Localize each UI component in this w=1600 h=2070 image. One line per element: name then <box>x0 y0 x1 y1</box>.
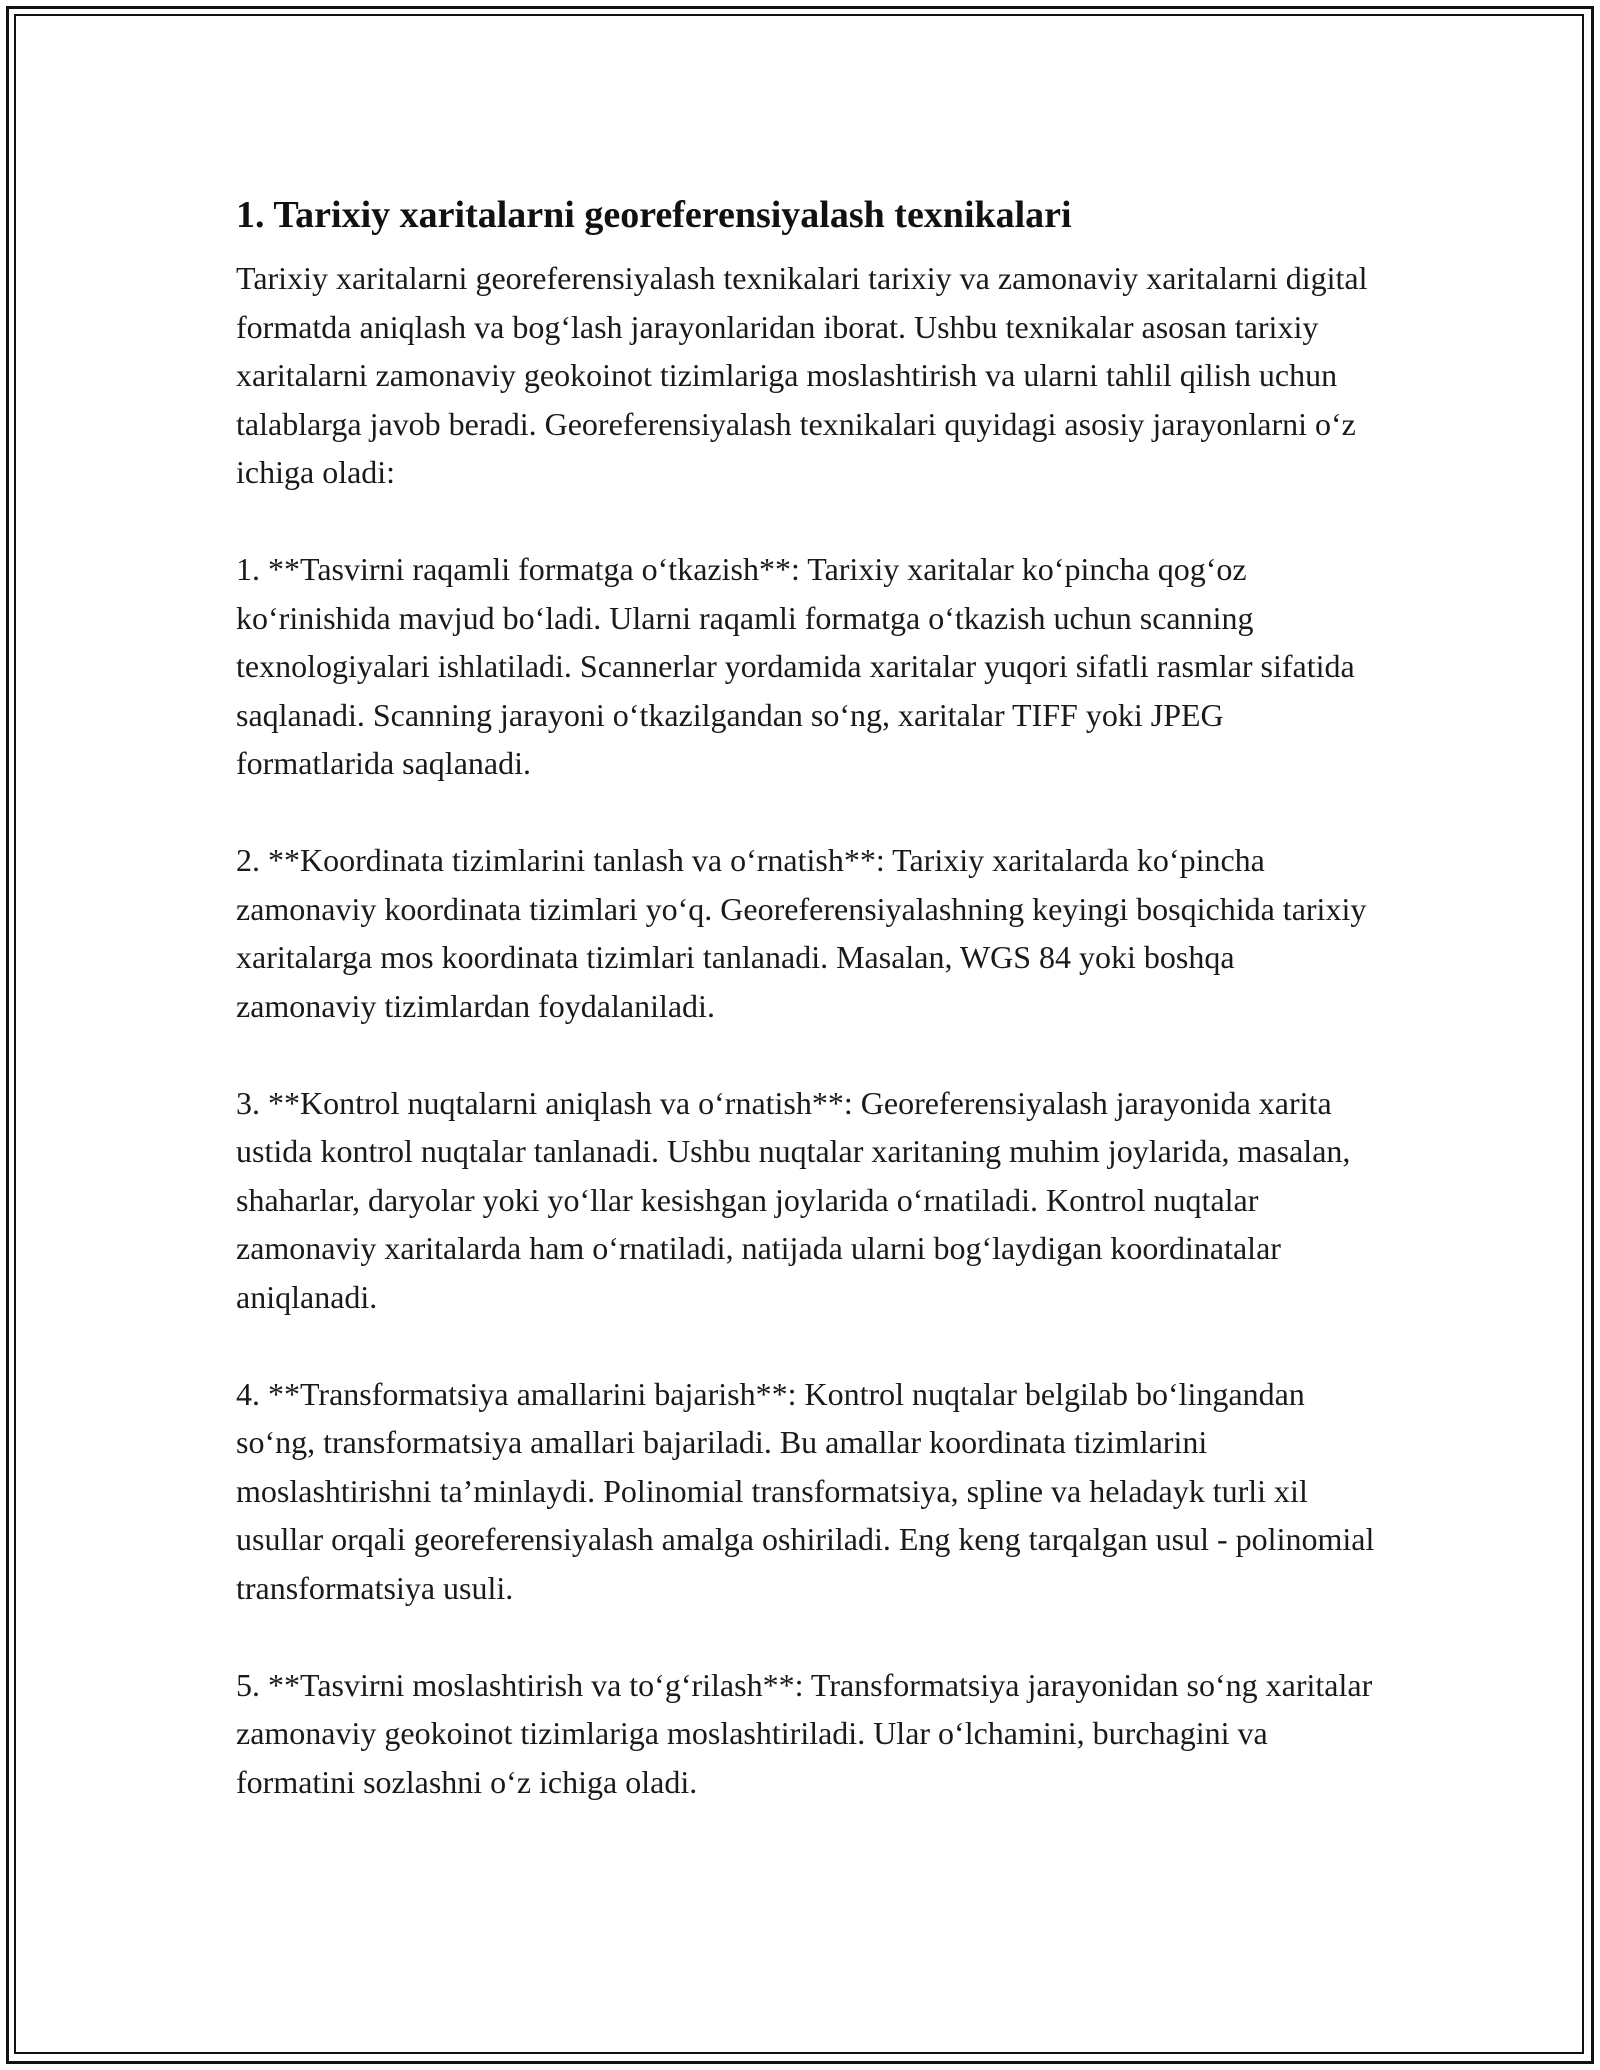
paragraph-spacer <box>236 1321 1376 1370</box>
paragraph-spacer <box>236 497 1376 546</box>
paragraph-spacer <box>236 788 1376 837</box>
section-heading: 1. Tarixiy xaritalarni georeferensiyalash texnikalari <box>236 194 1072 236</box>
list-item-5: 5. **Tasvirni moslashtirish va to‘g‘rilash**: Transformatsiya jarayonidan so‘ng xaritalar zamonaviy geokoinot tizimlariga moslashtiriladi. Ular o‘lchamini, burchagini va formatini sozlashni o‘z ichiga oladi. <box>236 1666 1373 1800</box>
list-item-2: 2. **Koordinata tizimlarini tanlash va o‘rnatish**: Tarixiy xaritalarda ko‘pincha zamonaviy koordinata tizimlari yo‘q. Georeferensiyalashning keyingi bosqichida tarixiy xaritalarga mos koordinata tizimlari tanlanadi. Masalan, WGS 84 yoki boshqa zamonaviy tizimlardan foydalaniladi. <box>236 842 1367 1024</box>
paragraph-spacer <box>236 1612 1376 1661</box>
list-item-3: 3. **Kontrol nuqtalarni aniqlash va o‘rnatish**: Georeferensiyalash jarayonida xarita ustida kontrol nuqtalar tanlanadi. Ushbu nuqtalar xaritaning muhim joylarida, masalan, shaharlar, daryolar yoki yo‘llar kesishgan joylarida o‘rnatiladi. Kontrol nuqtalar zamonaviy xaritalarda ham o‘rnatiladi, natijada ularni bog‘laydigan koordinatalar aniqlanadi. <box>236 1084 1351 1315</box>
paragraph-spacer <box>236 1030 1376 1079</box>
list-item-1: 1. **Tasvirni raqamli formatga o‘tkazish**: Tarixiy xaritalar ko‘pincha qog‘oz ko‘rinishida mavjud bo‘ladi. Ularni raqamli formatga o‘tkazish uchun scanning texnologiyalari ishlatiladi. Scannerlar yordamida xaritalar yuqori sifatli rasmlar sifatida saqlanadi. Scanning jarayoni o‘tkazilgandan so‘ng, xaritalar TIFF yoki JPEG formatlarida saqlanadi. <box>236 551 1355 781</box>
list-item-4: 4. **Transformatsiya amallarini bajarish**: Kontrol nuqtalar belgilab bo‘lingandan so‘ng, transformatsiya amallari bajariladi. Bu amallar koordinata tizimlarini moslashtirishni ta’minlaydi. Polinomial transformatsiya, spline va heladayk turli xil usullar orqali georeferensiyalash amalga oshiriladi. Eng keng tarqalgan usul - polinomial transformatsiya usuli. <box>236 1375 1375 1606</box>
document-body <box>236 188 1376 1806</box>
intro-paragraph: Tarixiy xaritalarni georeferensiyalash texnikalari tarixiy va zamonaviy xaritalarni digital formatda aniqlash va bog‘lash jarayonlaridan iborat. Ushbu texnikalar asosan tarixiy xaritalarni zamonaviy geokoinot tizimlariga moslashtirish va ularni tahlil qilish uchun talablarga javob beradi. Georeferensiyalash texnikalari quyidagi asosiy jarayonlarni o‘z ichiga oladi: <box>236 260 1368 490</box>
